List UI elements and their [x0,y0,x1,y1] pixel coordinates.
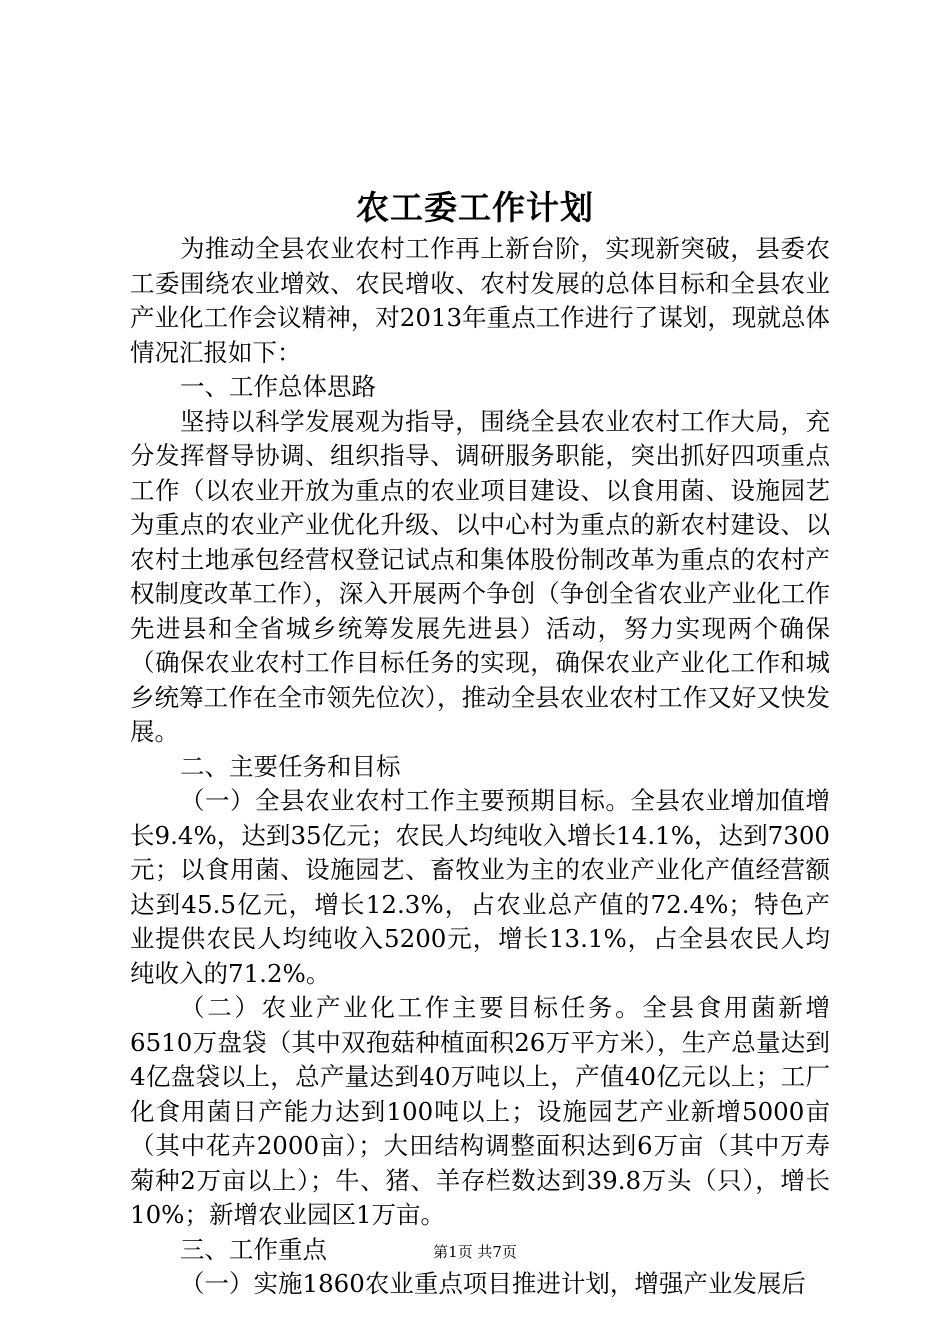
intro-paragraph: 为推动全县农业农村工作再上新台阶，实现新突破，县委农工委围绕农业增效、农民增收、农村发展的总体目标和全县农业产业化工作会议精神，对2013年重点工作进行了谋划，现就总体情况汇报如下： [130,234,830,367]
section-heading-3: 三、工作重点 [180,1234,327,1264]
section-3-item-1: （一）实施1860农业重点项目推进计划，增强产业发展后 [180,1269,806,1298]
section-heading-1: 一、工作总体思路 [180,372,376,401]
document-body [130,232,830,1302]
section-2-item-1: （一）全县农业农村工作主要预期目标。全县农业增加值增长9.4%，达到35亿元；农民人均纯收入增长14.1%，达到7300元；以食用菌、设施园艺、畜牧业为主的农业产业化产值经营额达到45.5亿元，增长12.3%，占农业总产值的72.4%；特色产业提供农民人均纯收入5200元，增长13.1%，占全县农民人均纯收入的71.2%。 [130,786,830,988]
page-number: 第1页 共7页 [433,1243,517,1261]
section-1-paragraph: 坚持以科学发展观为指导，围绕全县农业农村工作大局，充分发挥督导协调、组织指导、调研服务职能，突出抓好四项重点工作（以农业开放为重点的农业项目建设、以食用菌、设施园艺为重点的农业产业优化升级、以中心村为重点的新农村建设、以农村土地承包经营权登记试点和集体股份制改革为重点的农村产权制度改革工作），深入开展两个争创（争创全省农业产业化工作先进县和全省城乡统筹发展先进县）活动，努力实现两个确保（确保农业农村工作目标任务的实现，确保农业产业化工作和城乡统筹工作在全市领先位次），推动全县农业农村工作又好又快发展。 [130,406,830,746]
section-2-item-2: （二）农业产业化工作主要目标任务。全县食用菌新增6510万盘袋（其中双孢菇种植面积26万平方米），生产总量达到4亿盘袋以上，总产量达到40万吨以上，产值40亿元以上；工厂化食用菌日产能力达到100吨以上；设施园艺产业新增5000亩（其中花卉2000亩）；大田结构调整面积达到6万亩（其中万寿菊种2万亩以上）；牛、猪、羊存栏数达到39.8万头（只），增长10%；新增农业园区1万亩。 [130,993,830,1229]
document-title: 农工委工作计划 [356,188,594,227]
section-heading-2: 二、主要任务和目标 [180,751,401,781]
